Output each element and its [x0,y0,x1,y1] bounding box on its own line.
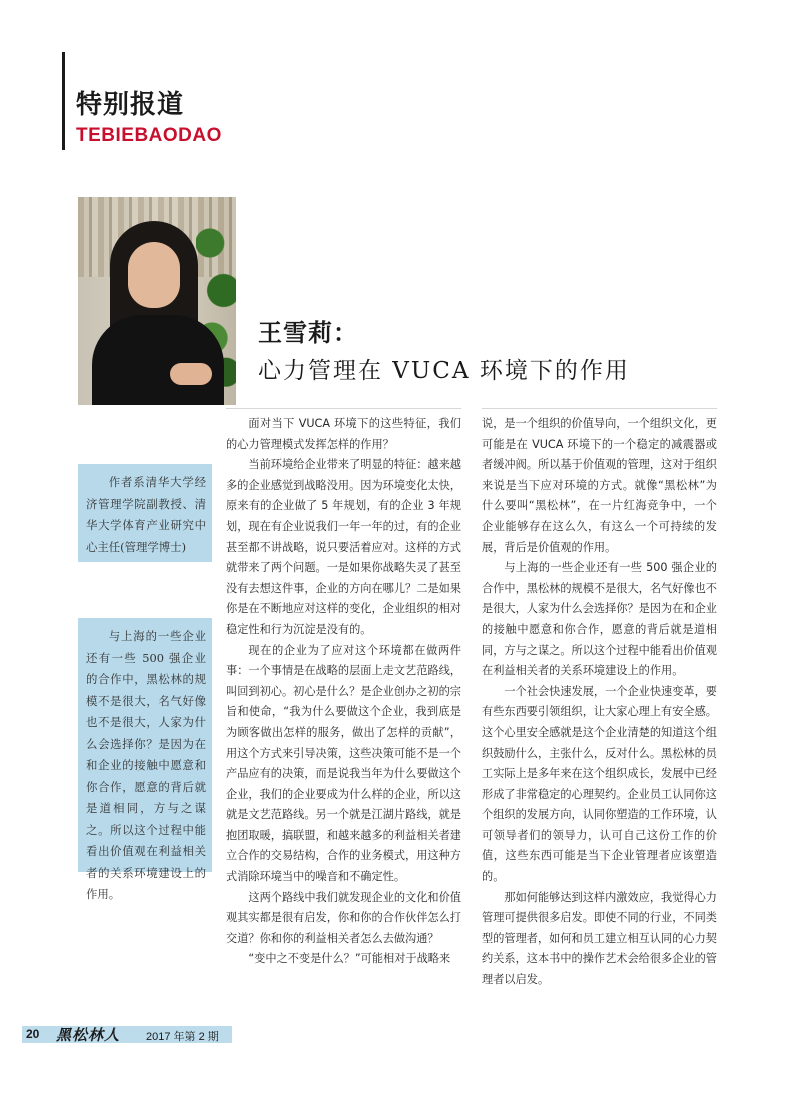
paragraph: 面对当下 VUCA 环境下的这些特征，我们的心力管理模式发挥怎样的作用？ [226,417,461,451]
column-right-rule [482,408,717,409]
paragraph: 与上海的一些企业还有一些 500 强企业的合作中，黑松林的规模不是很大，名气好像也不是很大，人家为什么会选择你？是因为在和企业的接触中愿意和你合作，愿意的背后就是道相同，方与之谋之。所以这个过程中能看出价值观在利益相关者的关系环境建设上的作用。 [482,561,717,678]
pull-quote-text: 与上海的一些企业还有一些 500 强企业的合作中，黑松林的规模不是很大，名气好像也不是很大，人家为什么会选择你？是因为在和企业的接触中愿意和你合作，愿意的背后就是道相同，方与之谋之。所以这个过程中能看出价值观在利益相关者的关系环境建设上的作用。 [86,629,206,901]
paragraph: 这两个路线中我们就发现企业的文化和价值观其实都是很有启发，你和你的合作伙伴怎么打交道？你和你的利益相关者怎么去做沟通？ [226,890,461,945]
paragraph: 那如何能够达到这样内激效应，我觉得心力管理可提供很多启发。即使不同的行业，不同类型的管理者，如何和员工建立相互认同的心力契约关系，这本书中的操作艺术会给很多企业的管理者以启发。 [482,890,717,987]
author-note-box [78,464,212,562]
pull-quote-box [78,618,212,901]
section-title: 特别报道 [76,90,185,120]
paragraph: 当前环境给企业带来了明显的特征：越来越多的企业感觉到战略没用。因为环境变化太快，原来有的企业做了 5 年规划，有的企业 3 年规划，现在有企业说我们一年一年的过，有的企业甚至都不讲战略，说只要活着应对。这样的方式就带来了两个问题。一是如果你战略失灵了甚至没有去想这件事，企业的方向在哪儿？二是如果你是在不断地应对这样的变化，企业组织的相对稳定性和行为沉淀是没有的。 [226,458,461,636]
author-note-text: 作者系清华大学经济管理学院副教授、清华大学体育产业研究中心主任(管理学博士) [86,475,206,554]
paragraph: 说，是一个组织的价值导向，一个组织文化，更可能是在 VUCA 环境下的一个稳定的减震器或者缓冲阀。所以基于价值观的管理，这对于组织来说是当下应对环境的方式。就像“黑松林”为什么要叫“黑松林”，在一片红海竞争中，一个企业能够存在这么久，有这么一个可持续的发展，背后是价值观的作用。 [482,417,717,554]
section-subtitle: TEBIEBAODAO [76,125,222,146]
magazine-logo: 黑松林人 [56,1026,121,1044]
column-left-rule [226,408,461,409]
photo-hands [170,363,212,385]
article-column-right [482,414,717,991]
author-photo [78,197,236,405]
issue-label: 2017 年第 2 期 [146,1031,219,1043]
paragraph: “变中之不变是什么？”可能相对于战略来 [248,952,451,966]
article-subtitle: 心力管理在 VUCA 环境下的作用 [258,358,630,384]
article-title: 王雪莉： [258,318,358,347]
page-number: 20 [26,1027,40,1041]
photo-face [128,242,180,308]
section-accent-bar [62,52,65,150]
article-column-left [226,414,461,970]
photo-body [92,315,224,405]
paragraph: 现在的企业为了应对这个环境都在做两件事：一个事情是在战略的层面上走文艺范路线，叫回到初心。初心是什么？是企业创办之初的宗旨和使命，“我为什么要做这个企业，我到底是为顾客做出怎样的服务，做出了怎样的贡献”，用这个方式来引导决策，这些决策可能不是一个产品应有的决策，而是说我当年为什么要做这个企业，我们的企业要成为什么样的企业，所以这就是文艺范路线。另一个就是江湖片路线，就是抱团取暖，搞联盟，和越来越多的利益相关者建立合作的交易结构，合作的业务模式，用这种方式消除环境当中的噪音和不确定性。 [226,643,461,884]
page-footer [0,1026,240,1043]
paragraph: 一个社会快速发展，一个企业快速变革，要有些东西要引领组织，让大家心理上有安全感。这个心里安全感就是这个企业清楚的知道这个组织鼓励什么，主张什么，反对什么。黑松林的员工实际上是多年来在这个组织成长，发展中已经形成了非常稳定的心理契约。企业员工认同你这个组织的发展方向，认同你塑造的工作环境，认可领导者们的领导力，认可自己这份工作的价值，这些东西可能是当下企业管理者应该塑造的。 [482,684,717,884]
